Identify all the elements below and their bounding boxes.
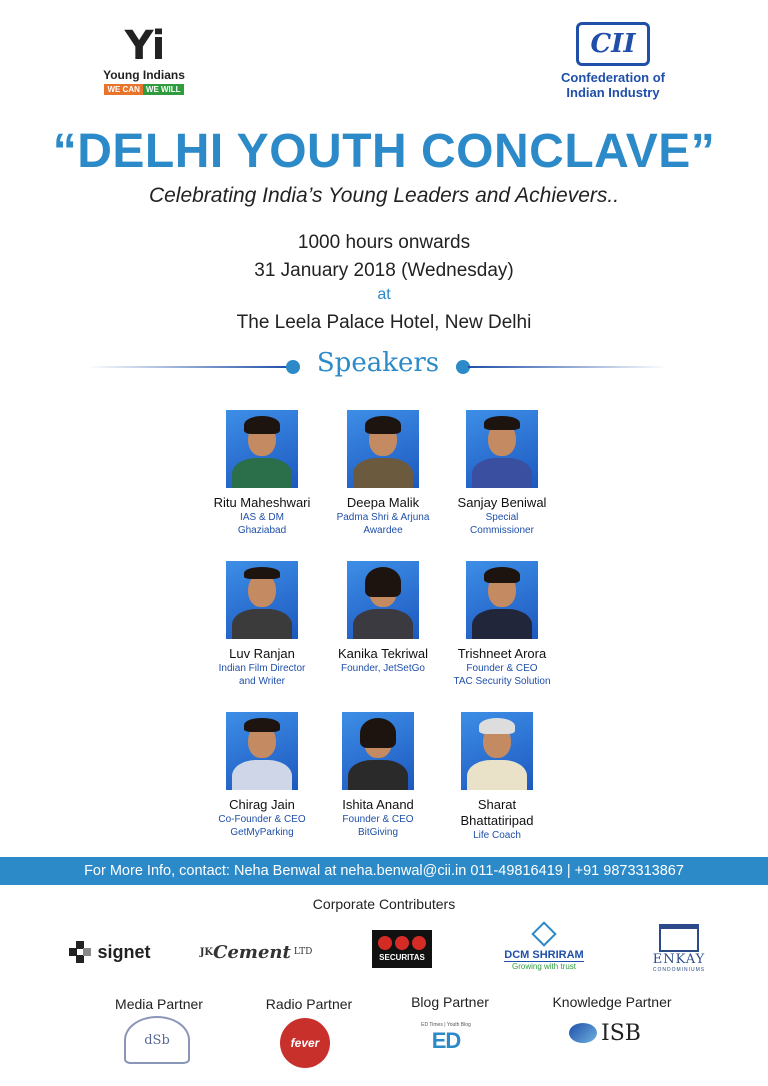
enkay-text: ENKAY (652, 951, 706, 967)
knowledge-partner-label: Knowledge Partner (552, 994, 672, 1010)
speaker-photo (347, 410, 419, 488)
speaker-photo (461, 712, 533, 790)
speaker-photo (466, 561, 538, 639)
speaker-role: Indian Film Director (218, 663, 306, 674)
signet-mark-icon (69, 941, 91, 963)
signet-logo (60, 932, 160, 972)
securitas-text: SECURITAS (379, 953, 425, 962)
contact-bar: For More Info, contact: Neha Benwal at neha.benwal@cii.in 011-49816419 | +91 9873313867 (0, 857, 768, 885)
speaker-name: Luv Ranjan (229, 646, 295, 661)
event-date: 31 January 2018 (Wednesday) (254, 260, 514, 281)
speaker-role: Special (485, 512, 519, 523)
yi-tagline (98, 84, 190, 95)
securitas-dots-icon (378, 936, 426, 950)
speaker-role: BitGiving (357, 827, 398, 838)
media-partner-label: Media Partner (115, 996, 203, 1012)
speaker-role: Padma Shri & Arjuna (336, 512, 430, 523)
jk-cement-logo (200, 932, 312, 972)
cii-mark: CII (576, 22, 650, 66)
speaker-photo (466, 410, 538, 488)
speaker-role: TAC Security Solution (453, 676, 551, 687)
speaker-role: Commissioner (470, 525, 534, 536)
event-time: 1000 hours onwards (297, 232, 471, 253)
isb-logo (564, 1016, 646, 1050)
ed-tiny-text: ED Times | Youth Blog (421, 1022, 471, 1028)
yi-tag-we-can: WE CAN (104, 84, 142, 95)
speaker-role: Founder & CEO (342, 814, 414, 825)
isb-swirl-icon (569, 1023, 597, 1043)
dot-left (286, 360, 300, 374)
isb-text: ISB (601, 1020, 641, 1046)
speaker-role: Ghaziabad (237, 525, 287, 536)
speaker-name: Chirag Jain (229, 797, 295, 812)
speaker-role: Co-Founder & CEO (218, 814, 306, 825)
event-title: “DELHI YOUTH CONCLAVE” (52, 125, 716, 178)
jk-main: Cement (213, 941, 291, 963)
speaker-name: Ishita Anand (342, 797, 414, 812)
fever-fm-logo: fever (280, 1018, 330, 1068)
divider-left (88, 366, 288, 368)
event-at: at (377, 286, 391, 303)
cii-name-line2: Indian Industry (566, 85, 660, 100)
dcm-diamond-icon (531, 921, 556, 946)
signet-text: signet (97, 941, 151, 962)
speaker-name: Ritu Maheshwari (213, 495, 311, 510)
speaker-card (417, 561, 587, 688)
speaker-name: Kanika Tekriwal (337, 646, 429, 661)
speaker-role: and Writer (239, 676, 285, 687)
speaker-name-line2: Bhattatiripad (460, 813, 534, 828)
cii-name-line1: Confederation of (561, 70, 665, 85)
radio-partner-label: Radio Partner (265, 996, 353, 1012)
yi-name: Young Indians (103, 68, 185, 82)
speaker-card (417, 410, 587, 537)
speaker-card (412, 712, 582, 842)
speaker-role: IAS & DM (240, 512, 284, 523)
dcm-tagline: Growing with trust (511, 962, 577, 971)
blog-partner-label: Blog Partner (411, 994, 489, 1010)
speaker-role: Founder, JetSetGo (341, 663, 425, 674)
speaker-photo (226, 561, 298, 639)
dcm-text: DCM SHRIRAM (504, 949, 584, 961)
speaker-role: Founder & CEO (466, 663, 538, 674)
speaker-photo (342, 712, 414, 790)
speaker-name: Deepa Malik (346, 495, 420, 510)
dcm-shriram-logo (498, 922, 590, 974)
jk-prefix: JK (199, 946, 214, 958)
enkay-building-icon (659, 924, 699, 952)
speaker-role: GetMyParking (230, 827, 294, 838)
speakers-header (0, 348, 768, 384)
dsb-logo: dSb (124, 1016, 190, 1064)
cii-logo (548, 22, 678, 104)
contributors-title: Corporate Contributers (312, 896, 456, 912)
speaker-role: Awardee (363, 525, 403, 536)
speaker-photo (347, 561, 419, 639)
young-indians-logo (98, 23, 190, 98)
ed-times-logo (420, 1018, 472, 1058)
yi-tag-we-will: WE WILL (143, 84, 184, 95)
speakers-title: Speakers (316, 348, 440, 378)
enkay-logo (644, 920, 714, 976)
ed-mark: ED (431, 1028, 461, 1053)
enkay-sub: CONDOMINIUMS (652, 966, 706, 973)
jk-suffix: LTD (293, 947, 313, 957)
speaker-name: Trishneet Arora (457, 646, 547, 661)
speaker-photo (226, 712, 298, 790)
event-venue: The Leela Palace Hotel, New Delhi (236, 312, 532, 333)
securitas-logo (372, 930, 432, 968)
yi-mark: Yi (124, 23, 164, 69)
event-subtitle: Celebrating India’s Young Leaders and Achievers.. (148, 184, 620, 207)
speaker-photo (226, 410, 298, 488)
divider-right (468, 366, 668, 368)
speaker-name: Sharat (477, 797, 517, 812)
speaker-name: Sanjay Beniwal (457, 495, 547, 510)
speaker-role: Life Coach (473, 830, 521, 841)
